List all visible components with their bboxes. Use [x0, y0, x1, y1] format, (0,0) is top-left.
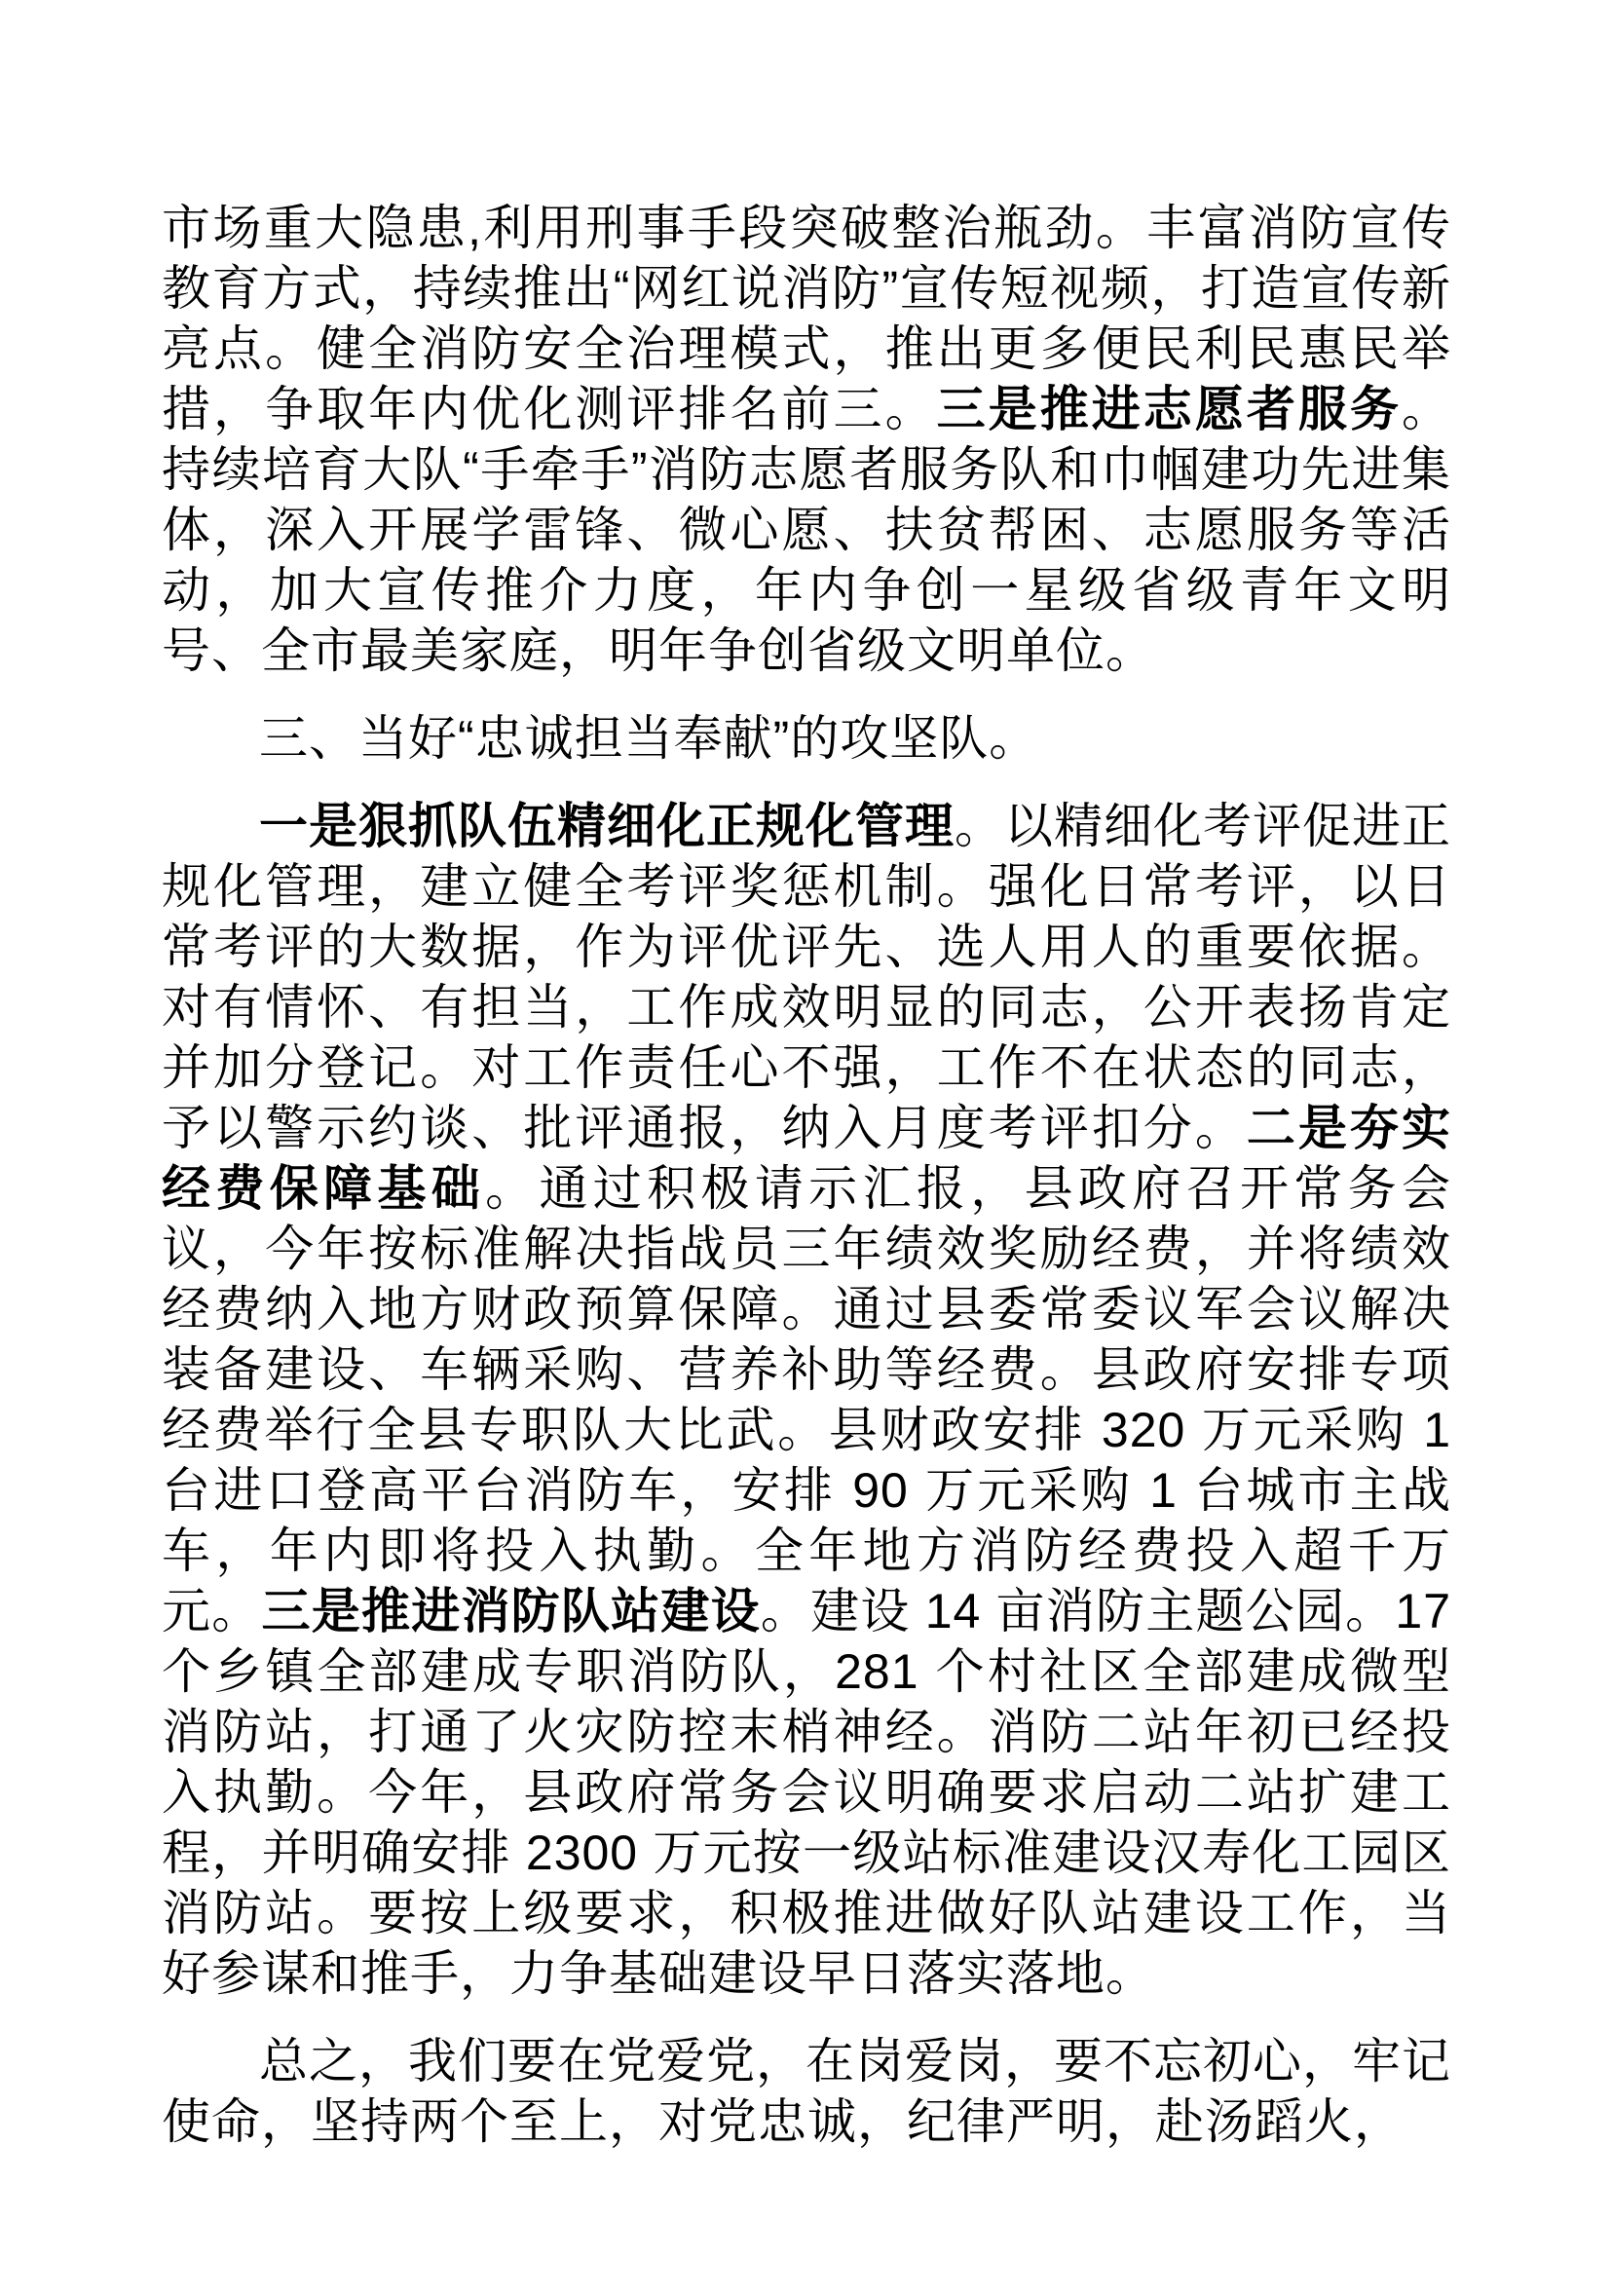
text-run: 。持续培育大队“手牵手”消防志愿者服务队和巾帼建功先进集体，深入开展学雷锋、微心愿、扶贫帮困、志愿服务等活动，加大宣传推介力度，年内争创一星级省级青年文明号、全市最美家庭，明年争创省级文明单位。 [162, 382, 1451, 678]
text-run: 市场重大隐患,利用刑事手段突破整治瓶劲。丰富消防宣传教育方式，持续推出“网红说消防”宣传短视频，打造宣传新亮点。健全消防安全治理模式，推出更多便民利民惠民举措，争取年内优化测评排名前三。 [162, 201, 1451, 436]
text-run: 三、当好“忠诚担当奉献”的攻坚队。 [259, 711, 1039, 766]
text-run: 。通过积极请示汇报，县政府召开常务会议，今年按标准解决指战员三年绩效奖励经费，并将绩效经费纳入地方财政预算保障。通过县委常委议军会议解决装备建设、车辆采购、营养补助等经费。县政府安排专项经费举行全县专职队大比武。县财政安排 320 万元采购 1 台进口登高平台消防车，安排 90 万元采购 1 台城市主战车，年内即将投入执勤。全年地方消防经费投入超千万元。 [162, 1161, 1452, 1638]
paragraph [162, 796, 1451, 2004]
bold-text-run: 一是狠抓队伍精细化正规化管理 [259, 799, 955, 853]
paragraph [162, 198, 1451, 681]
text-run: 。以精细化考评促进正规化管理，建立健全考评奖惩机制。强化日常考评，以日常考评的大数据，作为评优评先、选人用人的重要依据。对有情怀、有担当，工作成效明显的同志，公开表扬肯定并加分登记。对工作责任心不强，工作不在状态的同志，予以警示约谈、批评通报，纳入月度考评扣分。 [162, 799, 1451, 1155]
section-heading [162, 708, 1451, 769]
document-body [162, 198, 1451, 2152]
text-run: 。建设 14 亩消防主题公园。17 个乡镇全部建成专职消防队，281 个村社区全部建成微型消防站，打通了火灾防控末梢神经。消防二站年初已经投入执勤。今年，县政府常务会议明确要求启动二站扩建工程，并明确安排 2300 万元按一级站标准建设汉寿化工园区消防站。要按上级要求，积极推进做好队站建设工作，当好参谋和推手，力争基础建设早日落实落地。 [162, 1584, 1452, 2001]
text-run: 总之，我们要在党爱党，在岗爱岗，要不忘初心，牢记使命，坚持两个至上，对党忠诚，纪律严明，赴汤蹈火， [162, 2034, 1451, 2149]
paragraph [162, 2031, 1451, 2152]
bold-text-run: 三是推进消防队站建设 [261, 1584, 761, 1638]
bold-text-run: 二是夯实经费保障基础 [162, 1101, 1452, 1216]
bold-text-run: 三是推进志愿者服务 [936, 382, 1402, 436]
